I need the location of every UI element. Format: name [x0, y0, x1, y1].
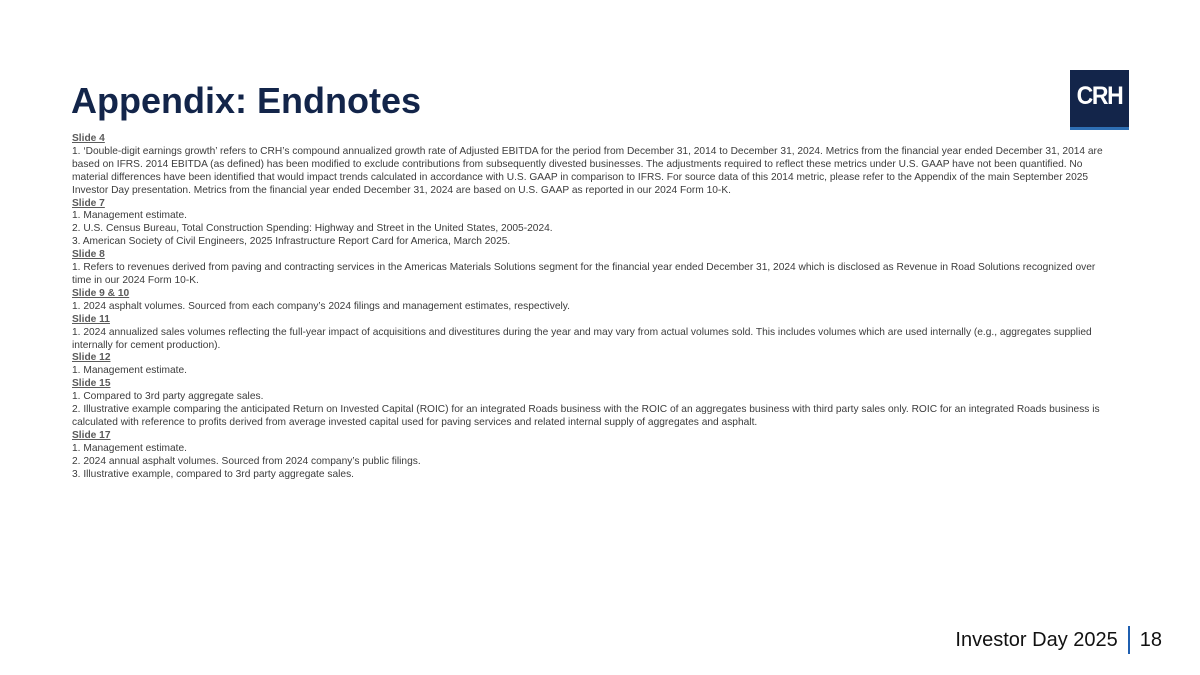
endnote-item: 2. U.S. Census Bureau, Total Construction Spending: Highway and Street in the United States, 2005-2024. [72, 223, 553, 235]
slide-footer [955, 626, 1162, 654]
endnote-item: 2. 2024 annual asphalt volumes. Sourced from 2024 company’s public filings. [72, 455, 421, 467]
endnote-item: 1. ‘Double-digit earnings growth’ refers to CRH’s compound annualized growth rate of Adjusted EBITDA for the period from December 31, 2014 to December 31, 2024. Metrics from the financial year ended December 31, 2014 are based on IFRS. 2014 EBITDA (as defined) has been modified to exclude contributions from subsequently divested businesses. The adjustments required to reflect these metrics under U.S. GAAP have not been quantified. No material differences have been identified that would impact trends calculated in accordance with U.S. GAAP in comparison to IFRS. For source data of this 2014 metric, please refer to the Appendix of the main September 2025 Investor Day presentation. Metrics from the financial year ended December 31, 2024 are based on U.S. GAAP as reported in our 2024 Form 10-K. [72, 145, 1103, 196]
slide-heading-link[interactable]: Slide 4 [72, 133, 105, 144]
logo-accent-bar [1070, 127, 1129, 130]
endnote-item: 3. Illustrative example, compared to 3rd party aggregate sales. [72, 468, 355, 480]
slide-heading-link[interactable]: Slide 17 [72, 429, 111, 441]
endnote-item: 2. Illustrative example comparing the anticipated Return on Invested Capital (ROIC) for an integrated Roads business with the ROIC of an aggregates business with third party sales only. ROIC for an integrated Roads business is calculated with reference to profits derived from average invested capital used for paving services and related internal supply of aggregates and asphalt. [72, 404, 1100, 428]
slide-heading-link[interactable]: Slide 9 & 10 [72, 287, 130, 299]
slide-heading-link[interactable]: Slide 11 [72, 313, 110, 325]
endnote-group-slide-9-10 [72, 288, 1112, 314]
slide-heading-link[interactable]: Slide 15 [72, 378, 111, 390]
endnote-item: 1. Refers to revenues derived from paving and contracting services in the Americas Materials Solutions segment for the financial year ended December 31, 2024 which is disclosed as Revenue in Road Solutions recognized over time in our 2024 Form 10-K. [72, 262, 1096, 286]
page-number: 18 [1139, 628, 1162, 651]
endnote-item: 1. Management estimate. [72, 210, 187, 222]
endnote-item: 1. Management estimate. [72, 442, 187, 454]
endnote-group-slide-7 [72, 198, 1112, 250]
endnote-item: 1. Management estimate. [72, 365, 187, 377]
endnote-item: 1. 2024 annualized sales volumes reflecting the full-year impact of acquisitions and divestitures during the year and may vary from actual volumes sold. This includes volumes which are used internally (e.g., aggregates supplied internally for cement production). [72, 326, 1092, 351]
crh-logo [1070, 70, 1129, 130]
slide-heading-link[interactable]: Slide 8 [72, 249, 105, 261]
footer-divider [1128, 626, 1130, 654]
endnote-group-slide-12 [72, 352, 1112, 378]
page-title: Appendix: Endnotes [71, 80, 421, 121]
slide-heading-link[interactable]: Slide 12 [72, 352, 111, 364]
endnote-item: 3. American Society of Civil Engineers, 2025 Infrastructure Report Card for America, March 2025. [72, 236, 511, 248]
endnotes-list [72, 133, 1112, 481]
footer-event-label: Investor Day 2025 [955, 628, 1118, 651]
logo-text: CRH [1076, 82, 1123, 110]
endnote-item: 1. 2024 asphalt volumes. Sourced from each company’s 2024 filings and management estimates, respectively. [72, 300, 570, 312]
endnote-group-slide-15 [72, 378, 1112, 430]
endnote-group-slide-4 [72, 133, 1112, 198]
slide-heading-link[interactable]: Slide 7 [72, 197, 105, 209]
endnote-group-slide-17 [72, 430, 1112, 482]
endnote-group-slide-11 [72, 314, 1112, 353]
endnote-group-slide-8 [72, 249, 1112, 288]
endnote-item: 1. Compared to 3rd party aggregate sales. [72, 391, 264, 403]
